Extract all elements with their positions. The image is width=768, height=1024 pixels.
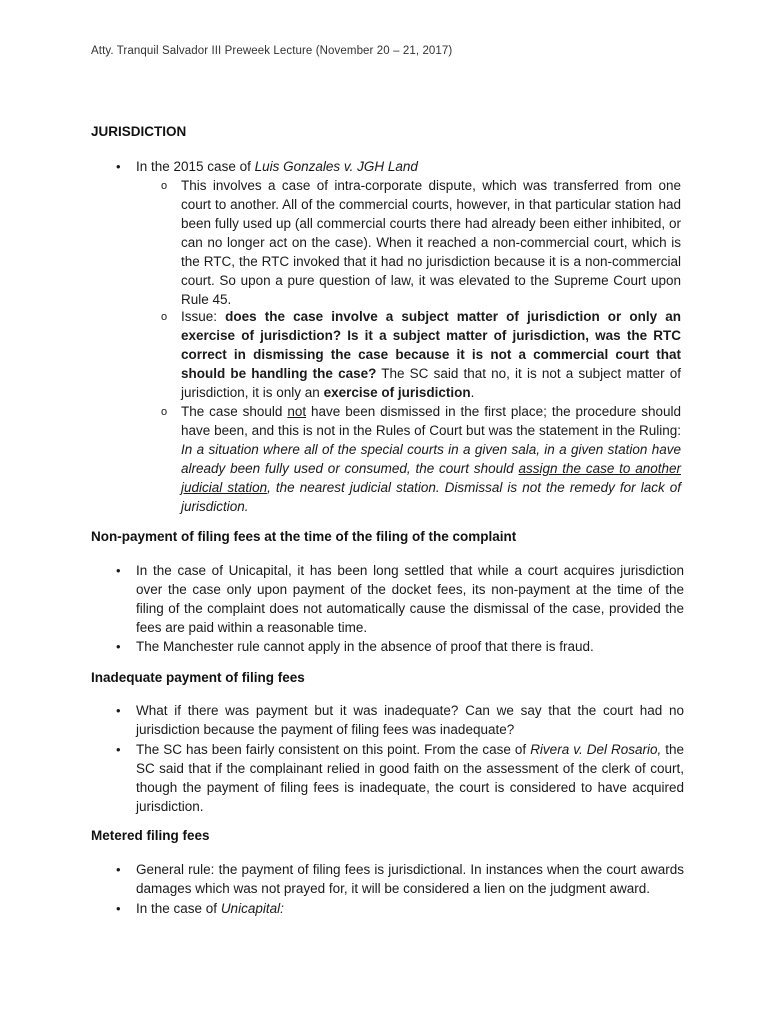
bullet-marker: • bbox=[116, 901, 121, 916]
sub-bullet-marker: o bbox=[161, 311, 168, 323]
text-run: Issue: bbox=[181, 309, 226, 324]
text-run: . bbox=[470, 385, 475, 400]
ruling-quote: In a situation where all of the special courts in a given sala, in a given station have already been fully used or consumed, the court should bbox=[181, 442, 681, 476]
case-name: Luis Gonzales v. JGH Land bbox=[254, 159, 418, 174]
bullet-unicapital: In the case of Unicapital, it has been long settled that while a court acquires jurisdiction over the case only upon payment of the docket fees, its non-payment at the time of the filing of the complaint does not automatically cause the dismissal of the case, provided the fees are paid within a reasonable time. bbox=[136, 563, 684, 635]
heading-jurisdiction: JURISDICTION bbox=[91, 124, 187, 139]
sub-bullet-issue bbox=[181, 307, 681, 402]
bullet-marker: • bbox=[116, 742, 121, 757]
ruling-quote: , the nearest judicial station. Dismissal is not the remedy for lack of jurisdiction. bbox=[181, 480, 682, 514]
text-run: In the 2015 case of bbox=[136, 159, 255, 174]
bullet-marker: • bbox=[116, 563, 121, 578]
issue-text: does the case involve a subject matter of jurisdiction or only an exercise of jurisdiction? Is it a subject matter of jurisdiction, was the RTC correct in dismissing the case because it is not a commercial court that should be handling the case? bbox=[181, 309, 681, 381]
heading-metered-fees: Metered filing fees bbox=[91, 828, 210, 843]
bullet-marker: • bbox=[116, 159, 121, 174]
heading-non-payment: Non-payment of filing fees at the time of the filing of the complaint bbox=[91, 529, 517, 544]
case-name: Rivera v. Del Rosario, bbox=[530, 742, 662, 757]
bullet-unicapital-metered bbox=[136, 899, 684, 918]
underlined-text: not bbox=[287, 404, 307, 419]
text-run: the SC said that if the complainant relied in good faith on the assessment of the clerk of court, though the payment of filing fees is inadequate, the court is considered to have acquired jurisdiction. bbox=[136, 742, 685, 814]
text-run: The SC has been fairly consistent on this point. From the case of bbox=[136, 742, 531, 757]
heading-inadequate-payment: Inadequate payment of filing fees bbox=[91, 670, 305, 685]
bullet-marker: • bbox=[116, 703, 121, 718]
bullet-marker: • bbox=[116, 862, 121, 877]
ruling-quote-underlined: assign the case to another judicial station bbox=[181, 461, 682, 495]
bullet-inadequate-question: What if there was payment but it was inadequate? Can we say that the court had no jurisdiction because the payment of filing fees was inadequate? bbox=[136, 703, 684, 737]
text-run: In the case of bbox=[136, 901, 221, 916]
sub-bullet-ruling bbox=[181, 402, 681, 516]
bullet-rivera-case bbox=[136, 740, 684, 816]
sub-bullet-marker: o bbox=[161, 180, 168, 192]
sub-bullet-marker: o bbox=[161, 406, 168, 418]
bullet-gonzales-case bbox=[136, 157, 684, 176]
sub-bullet-facts: This involves a case of intra-corporate dispute, which was transferred from one court to another. All of the commercial courts, however, in that particular station had been fully used up (all commercial courts there had already been either inhibited, or can no longer act on the case). When it reached a non-commercial court, which is the RTC, the RTC invoked that it had no jurisdiction because it is a non-commercial court. So upon a pure question of law, it was elevated to the Supreme Court upon Rule 45. bbox=[181, 178, 681, 307]
page-header: Atty. Tranquil Salvador III Preweek Lecture (November 20 – 21, 2017) bbox=[91, 45, 453, 57]
text-run: The SC said that no, it is not a subject matter of jurisdiction, it is only an bbox=[181, 366, 681, 400]
bullet-manchester: The Manchester rule cannot apply in the absence of proof that there is fraud. bbox=[136, 639, 594, 654]
bullet-marker: • bbox=[116, 639, 121, 654]
bullet-general-rule: General rule: the payment of filing fees is jurisdictional. In instances when the court awards damages which was not prayed for, it will be considered a lien on the judgment award. bbox=[136, 862, 684, 896]
emphasis-text: exercise of jurisdiction bbox=[323, 385, 471, 400]
text-run: The case should bbox=[181, 404, 288, 419]
case-name: Unicapital: bbox=[220, 901, 284, 916]
text-run: have been dismissed in the first place; the procedure should have been, and this is not in the Rules of Court but was the statement in the Ruling: bbox=[181, 404, 682, 438]
